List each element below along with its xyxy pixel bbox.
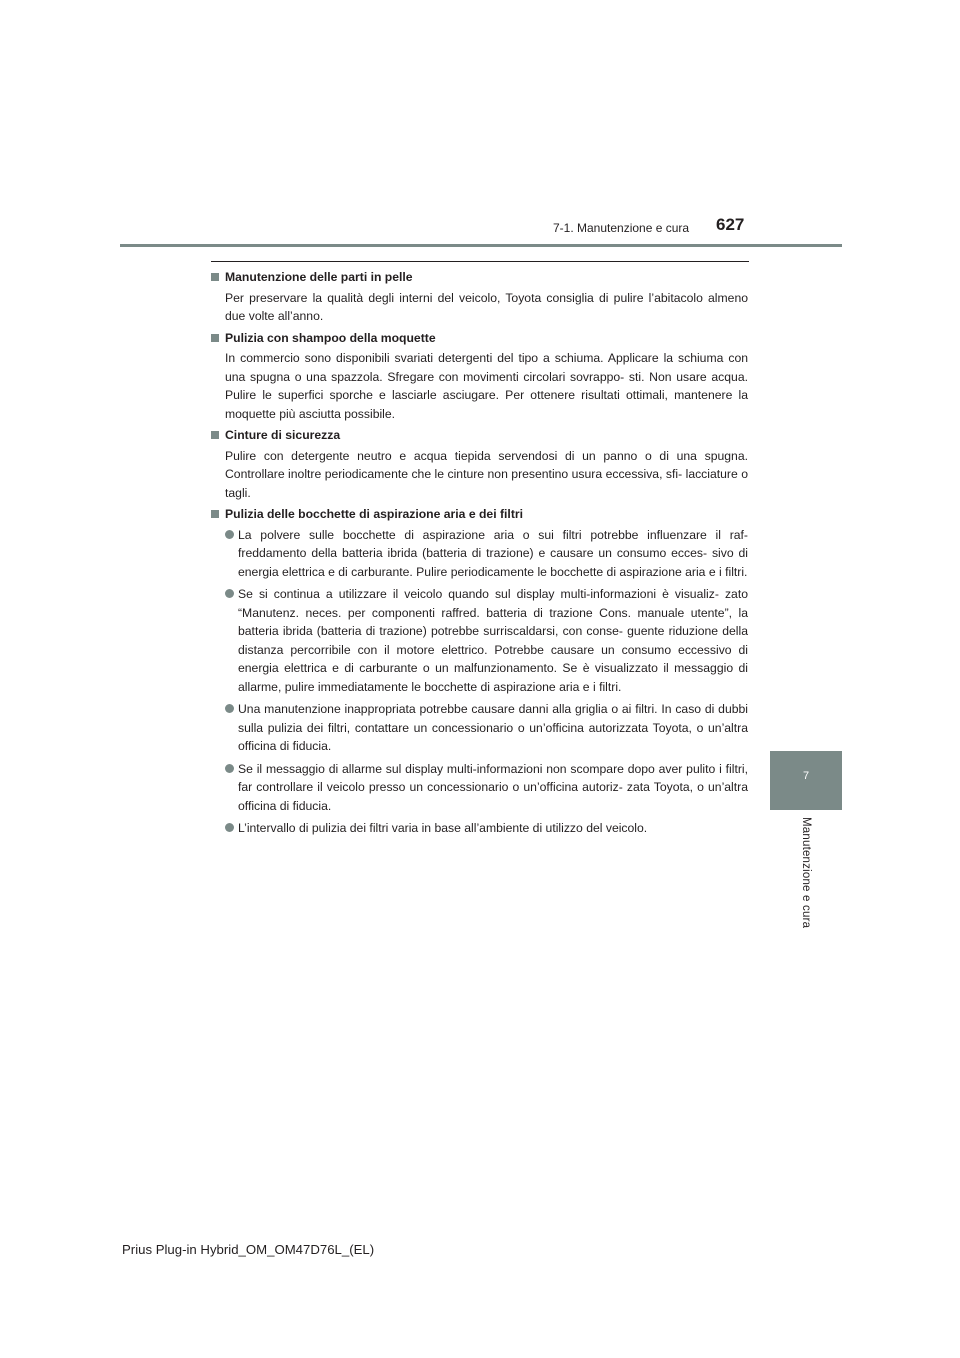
- section-carpet: [211, 329, 748, 424]
- section-text: In commercio sono disponibili svariati detergenti del tipo a schiuma. Applicare la schiuma con una spugna o una spazzola. Sfregare con movimenti circolari sovrappo- sti. Non usare acqua. Pulire le superfici sporche e lasciarle asciugare. Per ottenere risultati ottimali, mantenere la moquette più asciutta possibile.: [225, 351, 748, 421]
- list-item: Se si continua a utilizzare il veicolo quando sul display multi-informazioni è visualiz- zato “Manutenz. neces. per componenti raffred. batteria di trazione Cons. manuale utente”, la batteria ibrida (batteria di trazione) potrebbe surriscaldarsi, con conse- guente riduzione della distanza percorribile con il motore elettrico. Potrebbe causare un consumo eccessivo di energia elettrica e di carburante o un malfunzionamento. Se è visualizzato il messaggio di allarme, pulire immediatamente le bocchette di aspirazione aria e i filtri.: [211, 585, 748, 696]
- page-number: 627: [716, 215, 745, 234]
- chapter-number: 7: [802, 770, 810, 782]
- square-bullet-icon: [211, 334, 219, 342]
- square-bullet-icon: [211, 273, 219, 281]
- section-text: Pulire con detergente neutro e acqua tiepida servendosi di un panno o di una spugna. Controllare inoltre periodicamente che le cinture non presentino usura eccessiva, sfi- lacciature o tagli.: [225, 448, 748, 500]
- section-title: Pulizia delle bocchette di aspirazione aria e dei filtri: [211, 505, 748, 524]
- list-item: Se il messaggio di allarme sul display multi-informazioni non scompare dopo aver pulito i filtri, far controllare il veicolo presso un concessionario o un’officina autoriz- zata Toyota, o un’altra officina di fiducia.: [211, 760, 748, 816]
- square-bullet-icon: [211, 431, 219, 439]
- chapter-side-label: Manutenzione e cura: [800, 817, 812, 929]
- header-rule: [120, 244, 842, 247]
- square-bullet-icon: [211, 510, 219, 518]
- section-air-vents: [211, 505, 748, 838]
- round-bullet-icon: [225, 823, 234, 832]
- section-title: Pulizia con shampoo della moquette: [211, 329, 748, 348]
- list-item: L’intervallo di pulizia dei filtri varia in base all’ambiente di utilizzo del veicolo.: [211, 819, 748, 838]
- content-top-rule: [211, 261, 749, 262]
- section-leather: [211, 268, 748, 326]
- page-content: [211, 268, 748, 842]
- list-item: Una manutenzione inappropriata potrebbe causare danni alla griglia o ai filtri. In caso di dubbi sulla pulizia dei filtri, contattare un concessionario o un’officina autorizzata Toyota, o un’altra officina di fiducia.: [211, 700, 748, 756]
- section-title: Cinture di sicurezza: [211, 426, 748, 445]
- section-seatbelts: [211, 426, 748, 502]
- footer-document-id: Prius Plug-in Hybrid_OM_OM47D76L_(EL): [122, 1242, 375, 1257]
- section-title: Manutenzione delle parti in pelle: [211, 268, 748, 287]
- round-bullet-icon: [225, 589, 234, 598]
- round-bullet-icon: [225, 704, 234, 713]
- chapter-tab: [770, 751, 842, 810]
- header-section-title: 7-1. Manutenzione e cura: [553, 221, 690, 235]
- round-bullet-icon: [225, 530, 234, 539]
- section-text: Per preservare la qualità degli interni del veicolo, Toyota consiglia di pulire l’abitacolo almeno due volte all’anno.: [225, 290, 748, 323]
- list-item: La polvere sulle bocchette di aspirazione aria o sui filtri potrebbe influenzare il raf- freddamento della batteria ibrida (batteria di trazione) e causare un consumo ecces- sivo di energia elettrica e di carburante. Pulire periodicamente le bocchette di aspirazione aria e i filtri.: [211, 526, 748, 582]
- round-bullet-icon: [225, 764, 234, 773]
